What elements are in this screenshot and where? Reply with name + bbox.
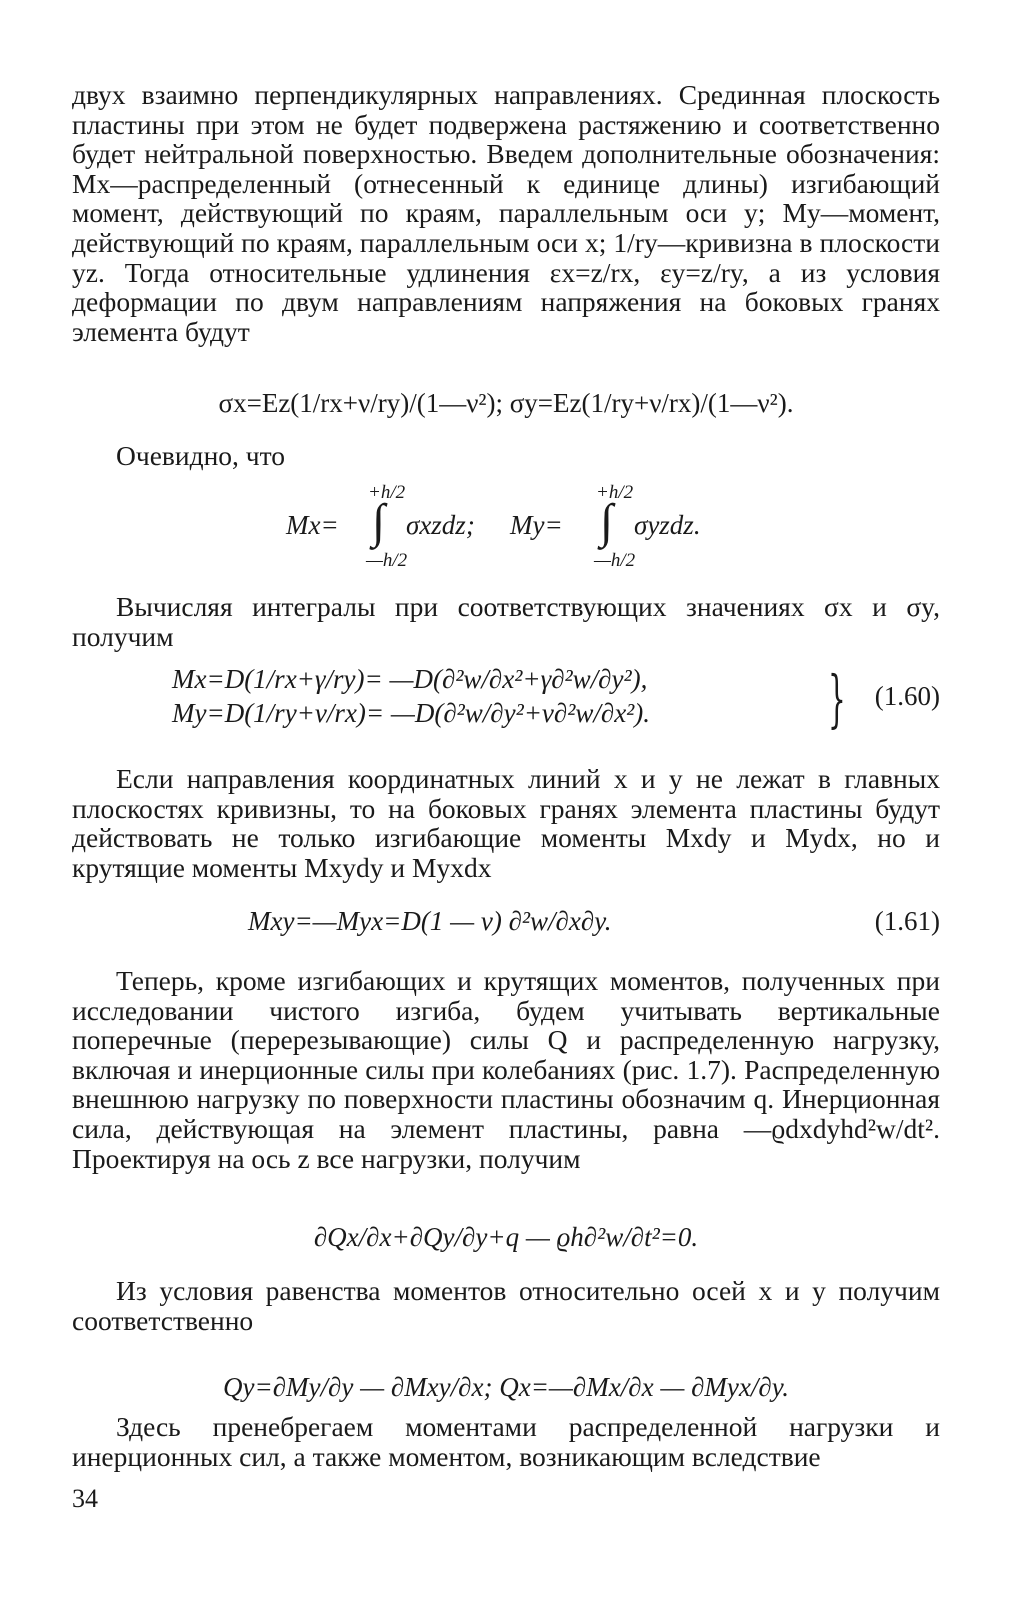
paragraph-6: Из условия равенства моментов относительно осей x и y получим соответственно xyxy=(72,1275,940,1336)
int-mx-lhs: Mx= xyxy=(286,510,339,540)
equation-1-60 xyxy=(72,664,940,744)
paragraph-5: Теперь, кроме изгибающих и крутящих моментов, полученных при исследовании чистого изгиба, будем учитывать вертикальные поперечные (перерезывающие) силы Q и распределенную нагрузку, включая и инерционные силы при колебаниях (рис. 1.7). Распределенную внешнюю нагрузку по поверхности пластины обозначим q. Инерционная сила, действующая на элемент пластины, равна —ϱdxdyhd²w/dt². Проектируя на ось z все нагрузки, получим xyxy=(72,965,940,1174)
int-my-body: σyzdz. xyxy=(634,510,701,540)
page-number: 34 xyxy=(72,1484,98,1513)
integral-sign-icon: ∫ xyxy=(600,495,614,548)
int-mx-upper-limit: +h/2 xyxy=(368,482,406,503)
equation-q: Qy=∂My/∂y — ∂Mxy/∂x; Qx=—∂Mx/∂x — ∂Myx/∂y. xyxy=(223,1372,789,1402)
int-my-lhs: My= xyxy=(510,510,563,540)
paragraph-3: Вычисляя интегралы при соответствующих значениях σx и σy, получим xyxy=(72,591,940,652)
paragraph-4: Если направления координатных линий x и y не лежат в главных плоскостях кривизны, то на боковых гранях элемента пластины будут действовать не только изгибающие моменты Mxdy и Mydx, но и крутящие моменты Mxydy и Myxdx xyxy=(72,763,941,883)
paragraph-2: Очевидно, что xyxy=(116,440,286,471)
equation-sigma: σx=Ez(1/rx+ν/ry)/(1—ν²); σy=Ez(1/ry+ν/rx)/(1—ν²). xyxy=(218,388,794,418)
integral-sign-icon: ∫ xyxy=(372,495,386,548)
paragraph-1: двух взаимно перпендикулярных направлениях. Срединная плоскость пластины при этом не будет подвержена растяжению и соответственно будет нейтральной поверхностью. Введем дополнительные обозначения: Mx—распределенный (отнесенный к единице длины) изгибающий момент, действующий по краям, параллельным оси y; My—момент, действующий по краям, параллельным оси x; 1/ry—кривизна в плоскости yz. Тогда относительные удлинения εx=z/rx, εy=z/ry, а из условия деформации по двум направлениям напряжения на боковых гранях элемента будут xyxy=(72,79,940,347)
eq-1-60-number: (1.60) xyxy=(874,681,940,711)
int-my-upper-limit: +h/2 xyxy=(596,482,634,503)
int-mx-lower-limit: —h/2 xyxy=(366,550,408,571)
int-my-lower-limit: —h/2 xyxy=(594,550,636,571)
equation-integrals xyxy=(72,482,940,572)
eq-1-60-line1: Mx=D(1/rx+γ/ry)= —D(∂²w/∂x²+γ∂²w/∂y²), xyxy=(172,664,648,694)
right-brace-icon: } xyxy=(828,662,846,735)
eq-1-61-body: Mxy=—Myx=D(1 — ν) ∂²w/∂x∂y. xyxy=(248,906,612,936)
paragraph-7: Здесь пренебрегаем моментами распределенной нагрузки и инерционных сил, а также моментом, возникающим вследствие xyxy=(72,1411,940,1472)
int-mx-body: σxzdz; xyxy=(406,510,475,540)
eq-1-60-line2: My=D(1/ry+ν/rx)= —D(∂²w/∂y²+ν∂²w/∂x²). xyxy=(172,698,651,728)
eq-1-61-number: (1.61) xyxy=(874,906,940,936)
equation-forces: ∂Qx/∂x+∂Qy/∂y+q — ϱh∂²w/∂t²=0. xyxy=(313,1222,699,1252)
